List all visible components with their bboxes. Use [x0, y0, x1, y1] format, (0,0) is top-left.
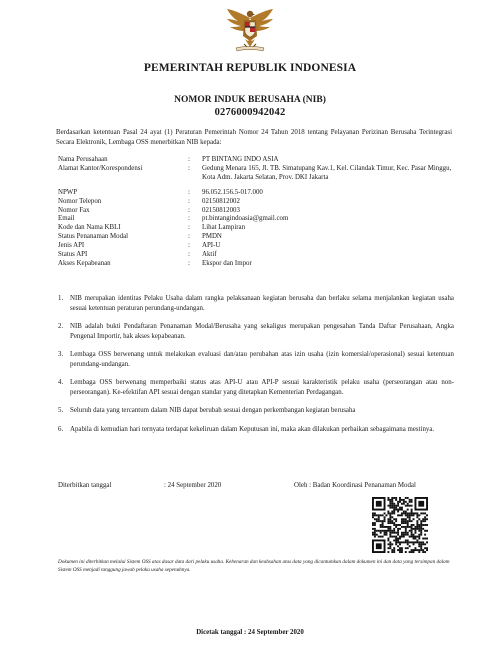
field-value: PT BINTANG INDO ASIA [202, 156, 279, 163]
list-item [58, 406, 454, 416]
field-separator: : [188, 233, 190, 241]
nib-number: 0276000942042 [214, 107, 286, 118]
field-row [58, 233, 458, 242]
field-row [58, 251, 458, 260]
field-row [58, 224, 458, 233]
field-row [58, 242, 458, 251]
note-text: Lembaga OSS berwenang memperbaiki status atas API-U atau API-P sesuai karakteristik pelaku usaha (perseorangan atau non-perseorangan). Ke-efektifan API sesuai dengan standar yang ditetapkan Kementerian Perdagangan. [70, 379, 454, 396]
issued-by: Oleh : Badan Koordinasi Penanaman Modal [294, 482, 416, 489]
intro-paragraph: Berdasarkan ketentuan Pasal 24 ayat (1) Peraturan Pemerintah Nomor 24 Tahun 2018 tentang Pelayanan Perizinan Berusaha Terintegrasi Secara Elektronik, Lembaga OSS menerbitkan NIB kepada: [56, 129, 452, 146]
issued-date: : 24 September 2020 [164, 482, 222, 489]
field-row [58, 156, 458, 165]
field-label: Nomor Telepon [58, 197, 102, 205]
note-number: 2. [58, 323, 64, 330]
field-value: API-U [202, 242, 221, 250]
document-title: NOMOR INDUK BERUSAHA (NIB) [174, 95, 326, 105]
field-value: PMDN [202, 233, 222, 241]
note-text: Apabila di kemudian hari ternyata terdapat kekeliruan dalam Keputusan ini, maka akan dilakukan perbaikan sebagaimana mestinya. [70, 425, 435, 433]
note-number: 1. [58, 295, 64, 302]
field-separator: : [188, 224, 190, 232]
field-value: 02150812002 [202, 197, 240, 205]
field-label: Kode dan Nama KBLI [58, 224, 121, 232]
field-separator: : [188, 206, 190, 214]
issued-label: Diterbitkan tanggal [58, 482, 112, 489]
field-row [58, 165, 458, 183]
field-separator: : [188, 156, 190, 163]
qr-code-icon [372, 497, 428, 553]
field-label: Status Penanaman Modal [58, 233, 129, 241]
note-number: 3. [58, 351, 64, 358]
field-value: 02150812003 [202, 206, 240, 214]
field-separator: : [188, 164, 190, 172]
field-row [58, 215, 458, 224]
note-text: Seluruh data yang tercantum dalam NIB dapat berubah sesuai dengan perkembangan kegiatan berusaha [70, 407, 356, 414]
note-number: 6. [58, 425, 64, 433]
field-separator: : [188, 215, 190, 223]
company-fields [58, 156, 458, 269]
field-value: pt.bintangindoasia@gmail.com [202, 215, 289, 223]
list-item [58, 425, 454, 435]
field-row [58, 207, 458, 216]
field-separator: : [188, 251, 190, 259]
disclaimer-text: Dokumen ini diterbitkan melalui Sistem OSS atas dasar data dari pelaku usaha. Kebenaran dan keabsahan atas data yang dicantumkan dalam dokumen ini dan data yang tersimpan dalam Sistem OSS menjadi tanggung jawab pelaku usaha sepenuhnya. [58, 559, 450, 573]
notes-list [58, 294, 454, 443]
field-separator: : [188, 242, 190, 250]
field-label: Email [58, 215, 75, 223]
field-value: Gedung Menara 165, Jl. TB. Simatupang Kav.1, Kel. Cilandak Timur, Kec. Pasar Minggu, Kota Adm. Jakarta Selatan, Prov. DKI Jakarta [202, 164, 452, 181]
note-number: 5. [58, 407, 64, 414]
list-item [58, 378, 454, 397]
field-value: Aktif [202, 251, 217, 259]
field-label: Akses Kepabeanan [58, 259, 111, 267]
list-item [58, 294, 454, 313]
field-label: NPWP [58, 188, 78, 196]
field-label: Alamat Kantor/Korespondensi [58, 164, 143, 172]
printed-date: Dicetak tanggal : 24 September 2020 [196, 629, 304, 636]
garuda-emblem-icon [224, 6, 276, 56]
list-item [58, 350, 454, 369]
field-label: Status API [58, 251, 88, 259]
note-text: Lembaga OSS berwenang untuk melakukan evaluasi dan/atau perubahan atas izin usaha (izin komersial/operasional) sesuai ketentuan perundang-undangan. [70, 351, 454, 368]
field-label: Nomor Fax [58, 206, 90, 214]
field-label: Nama Perusahaan [58, 156, 108, 163]
field-value: 96.052.156.5-017.000 [202, 188, 263, 196]
field-separator: : [188, 197, 190, 205]
field-separator: : [188, 259, 190, 267]
note-number: 4. [58, 379, 64, 386]
field-value: Lihat Lampiran [202, 224, 246, 232]
note-text: NIB merupakan identitas Pelaku Usaha dalam rangka pelaksanaan kegiatan berusaha dan berlaku selama menjalankan kegiatan usaha sesuai ketentuan peraturan perundang-undangan. [70, 295, 454, 312]
field-label: Jenis API [58, 242, 85, 250]
field-row [58, 198, 458, 207]
field-value: Ekspor dan Impor [202, 259, 252, 267]
field-row [58, 189, 458, 198]
government-title: PEMERINTAH REPUBLIK INDONESIA [143, 62, 357, 74]
note-text: NIB adalah bukti Pendaftaran Penanaman Modal/Berusaha yang sekaligus merupakan pengesahan Tanda Daftar Perusahaan, Angka Pengenal Importir, hak akses kepabeanan. [70, 323, 454, 340]
field-row [58, 260, 458, 269]
field-separator: : [188, 188, 190, 196]
list-item [58, 322, 454, 341]
